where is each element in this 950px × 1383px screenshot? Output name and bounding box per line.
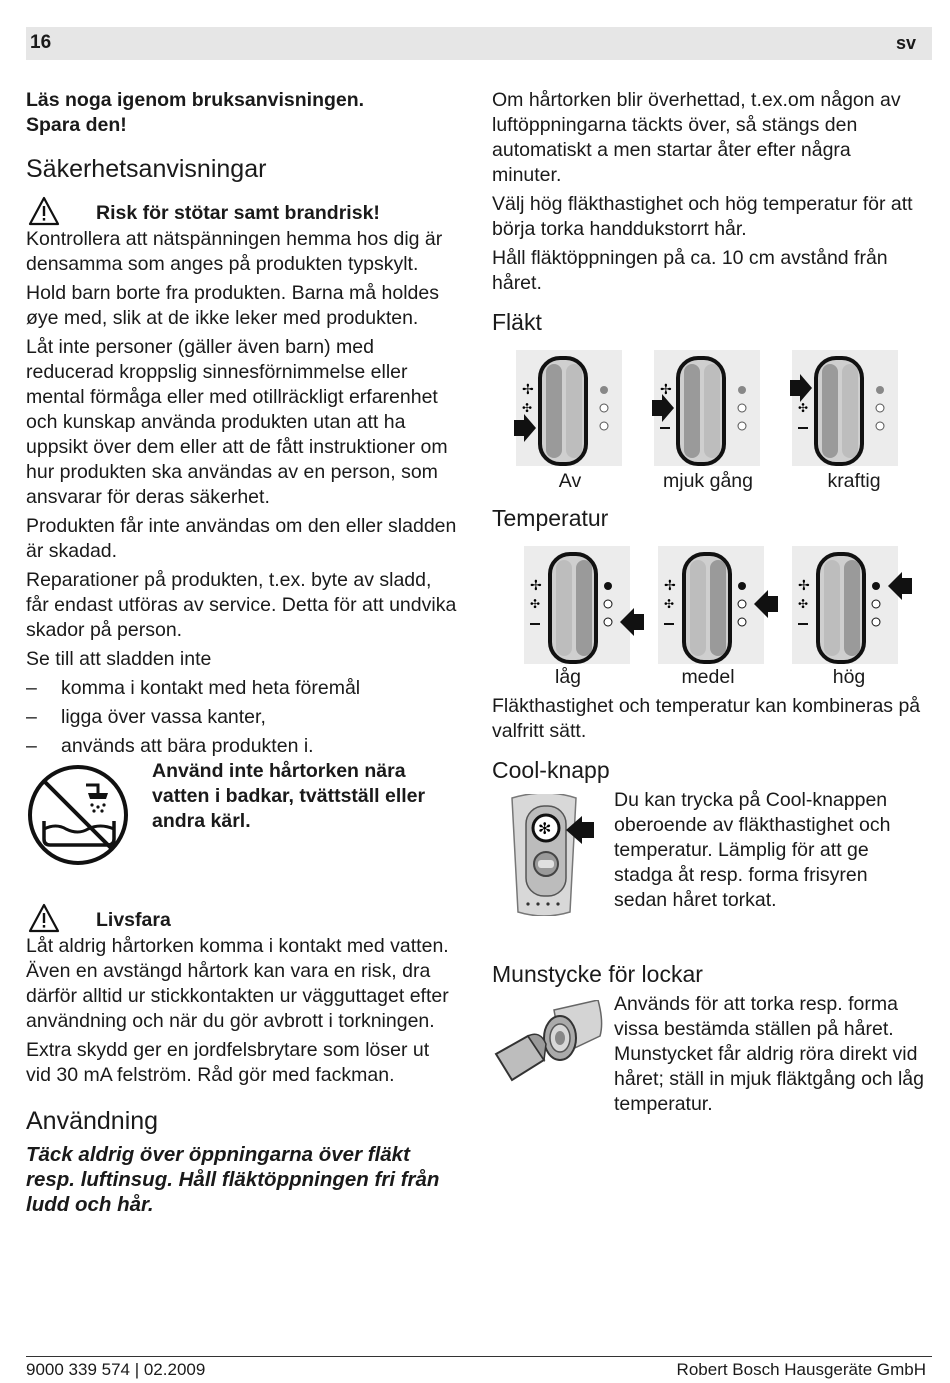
svg-text:✢: ✢ <box>530 578 542 594</box>
nozzle-section <box>492 993 925 1126</box>
warning-shock <box>26 196 458 236</box>
cool-button-illustration <box>498 794 594 916</box>
svg-text:✣: ✣ <box>530 597 541 611</box>
left-column <box>26 88 458 1221</box>
bath-warning-text: Använd inte hårtorken nära vatten i badkar, tvättställ eller andra kärl. <box>152 760 426 832</box>
fan-title: Fläkt <box>492 309 542 335</box>
paragraph: Reparationer på produkten, t.ex. byte av sladd, får endast utföras av service. Detta för att undvika skador på person. <box>26 569 457 641</box>
svg-text:✢: ✢ <box>660 382 672 398</box>
fan-soft-illustration <box>652 350 764 466</box>
paragraph: Håll fläktöppningen på ca. 10 cm avstånd från håret. <box>492 247 888 294</box>
cool-text: Du kan trycka på Cool-knappen oberoende av fläkthastighet och temperatur. Lämplig för att ge stadga åt resp. forma frisyren sedan håret torkat. <box>614 789 891 911</box>
temperature-title: Temperatur <box>492 505 609 531</box>
list-item: – ligga över vassa kanter, <box>26 706 266 728</box>
intro-text: Läs noga igenom bruksanvisningen. Spara den! <box>26 89 365 136</box>
fan-figures <box>492 350 924 502</box>
nozzle-title: Munstycke för lockar <box>492 961 703 987</box>
temp-medium-illustration <box>656 546 778 664</box>
svg-text:✻: ✻ <box>538 819 552 838</box>
paragraph: Om hårtorken blir överhettad, t.ex.om någon av luftöppningarna täckts över, så stängs den automatiskt a men startar åter efter några minuter. <box>492 89 901 186</box>
paragraph: Välj hög fläkthastighet och hög temperatur för att börja torka handdukstorrt hår. <box>492 193 913 240</box>
paragraph: Se till att sladden inte <box>26 648 212 670</box>
list-item: – används att bära produkten i. <box>26 735 314 757</box>
nozzle-text: Används för att torka resp. forma vissa bestämda ställen på håret. Munstycket får aldrig röra direkt vid håret; ställ in mjuk fläktgång och låg temperatur. <box>614 993 925 1115</box>
paragraph: Extra skydd ger en jordfelsbrytare som löser ut vid 30 mA felström. Råd gör med fackman. <box>26 1039 430 1086</box>
bath-warning <box>26 760 458 873</box>
svg-text:✣: ✣ <box>798 597 809 611</box>
paragraph: Låt aldrig hårtorken komma i kontakt med vatten. Även en avstängd hårtork kan vara en risk, dra därför alltid ur stickkontakten ur vägguttaget efter användning och när du gör avbrott i torkningen. <box>26 935 449 1032</box>
warning-icon <box>28 196 60 226</box>
no-bath-icon <box>26 763 130 867</box>
svg-text:✣: ✣ <box>522 401 533 415</box>
paragraph: Kontrollera att nätspänningen hemma hos dig är densamma som anges på produkten typskylt. <box>26 228 443 275</box>
cool-section <box>492 789 924 944</box>
fan-off-illustration <box>514 350 626 466</box>
footer-divider <box>26 1356 932 1357</box>
usage-title: Användning <box>26 1107 159 1135</box>
paragraph: Låt inte personer (gäller även barn) med reducerad kroppslig sinnesförnimmelse eller mental förmåga eller med otillräckligt erfarenhet och kunskap använda produkten utan att ha uppsikt över dem eller att de fått instruktioner om hur produkten ska användas av en person, som ansvarar för deras säkerhet. <box>26 336 448 508</box>
safety-title: Säkerhetsanvisningar <box>26 155 267 183</box>
right-column <box>492 88 924 1126</box>
page-header <box>26 27 932 60</box>
svg-text:✣: ✣ <box>664 597 675 611</box>
fan-label-strong: kraftig <box>827 470 881 492</box>
usage-text: Täck aldrig över öppningarna över fläkt resp. luftinsug. Håll fläktöppningen fri från ludd och hår. <box>26 1143 440 1216</box>
combine-text: Fläkthastighet och temperatur kan kombineras på valfritt sätt. <box>492 695 921 742</box>
temp-label-high: hög <box>832 666 866 688</box>
cool-title: Cool-knapp <box>492 757 610 783</box>
temperature-figures <box>492 546 924 696</box>
temp-low-illustration <box>522 546 644 664</box>
warning-shock-title: Risk för stötar samt brandrisk! <box>96 202 380 224</box>
nozzle-illustration <box>492 1000 604 1086</box>
fan-label-soft: mjuk gång <box>663 470 753 492</box>
company-name: Robert Bosch Hausgeräte GmbH <box>676 1360 926 1379</box>
document-number: 9000 339 574 | 02.2009 <box>26 1360 206 1379</box>
fan-strong-illustration <box>790 350 902 466</box>
temp-high-illustration <box>790 546 912 664</box>
temp-label-low: låg <box>554 666 582 688</box>
language-code: sv <box>895 33 916 53</box>
page-number: 16 <box>30 32 52 53</box>
paragraph: Hold barn borte fra produkten. Barna må holdes øye med, slik at de ikke leker med produkten. <box>26 282 439 329</box>
svg-text:✢: ✢ <box>522 382 534 398</box>
warning-life <box>26 903 458 943</box>
list-item: – komma i kontakt med heta föremål <box>26 677 361 699</box>
svg-text:✣: ✣ <box>798 401 809 415</box>
svg-text:✢: ✢ <box>798 578 810 594</box>
warning-life-title: Livsfara <box>96 909 171 931</box>
warning-icon <box>28 903 60 933</box>
fan-label-off: Av <box>558 470 582 492</box>
svg-text:✢: ✢ <box>664 578 676 594</box>
paragraph: Produkten får inte användas om den eller sladden är skadad. <box>26 515 457 562</box>
temp-label-medium: medel <box>681 666 735 688</box>
